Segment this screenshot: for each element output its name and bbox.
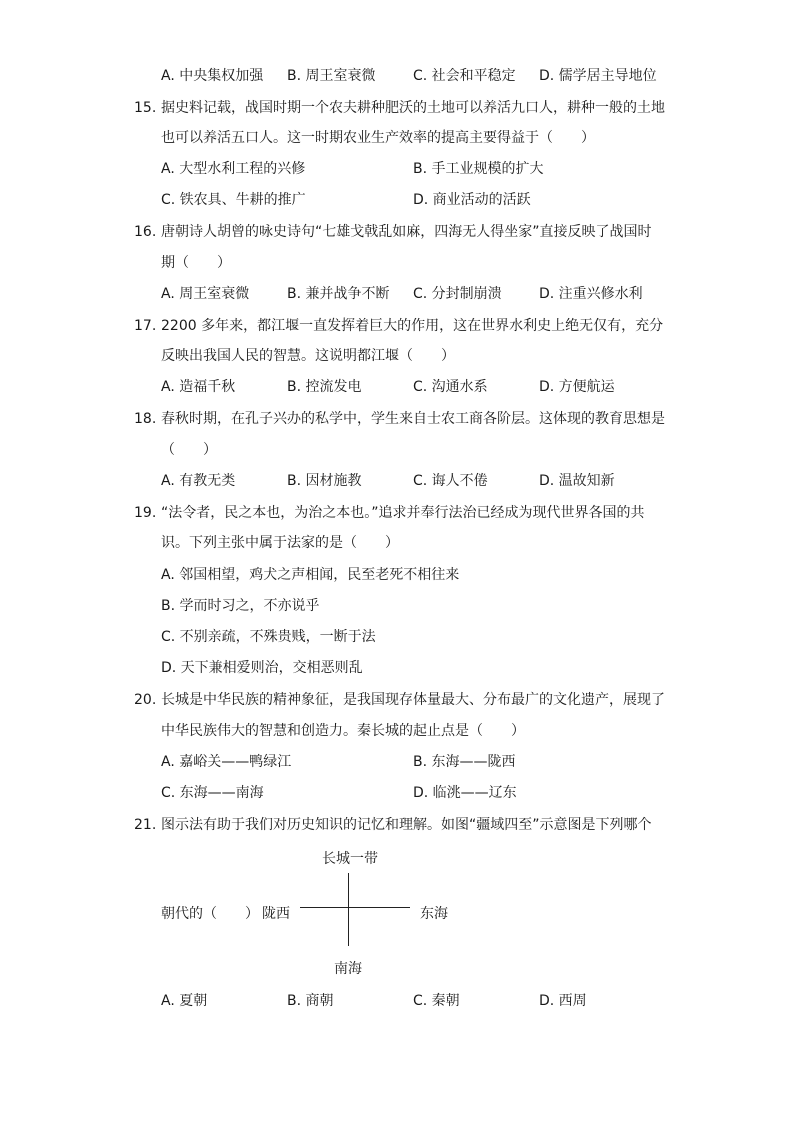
q21-option-c: C. 秦朝 (413, 993, 460, 1009)
q15-option-c: C. 铁农具、牛耕的推广 (161, 192, 306, 208)
q16-stem-line-2: 期（ ） (161, 255, 231, 271)
q15-option-a: A. 大型水利工程的兴修 (161, 161, 306, 177)
q21-option-b: B. 商朝 (287, 993, 334, 1009)
q14-option-d: D. 儒学居主导地位 (539, 68, 657, 84)
q15-stem-line-1: 据史料记载，战国时期一个农夫耕种肥沃的土地可以养活九口人，耕种一般的土地 (161, 100, 665, 116)
q17-option-c: C. 沟通水系 (413, 379, 488, 395)
q18-option-d: D. 温故知新 (539, 473, 615, 489)
q20-stem-line-1: 长城是中华民族的精神象征，是我国现存体量最大、分布最广的文化遗产，展现了 (161, 692, 665, 708)
q21-option-d: D. 西周 (539, 993, 587, 1009)
q16-option-a: A. 周王室衰微 (161, 286, 250, 302)
q19-stem-line-2: 识。下列主张中属于法家的是（ ） (161, 535, 399, 551)
q20-stem-line-2: 中华民族伟大的智慧和创造力。秦长城的起止点是（ ） (161, 723, 525, 739)
q17-option-d: D. 方便航运 (539, 379, 615, 395)
q16-stem-line-1: 唐朝诗人胡曾的咏史诗句“七雄戈戟乱如麻，四海无人得坐家”直接反映了战国时 (161, 224, 652, 240)
q20-number: 20. (134, 692, 157, 708)
q17-stem-line-1: 2200 多年来，都江堰一直发挥着巨大的作用，这在世界水利史上绝无仅有，充分 (161, 318, 664, 334)
q18-option-a: A. 有教无类 (161, 473, 236, 489)
q17-stem-line-2: 反映出我国人民的智慧。这说明都江堰（ ） (161, 348, 455, 364)
q18-stem-line-2: （ ） (161, 442, 217, 458)
q21-option-a: A. 夏朝 (161, 993, 208, 1009)
q19-number: 19. (134, 505, 157, 521)
diagram-horizontal-axis (300, 907, 410, 908)
q14-option-c: C. 社会和平稳定 (413, 68, 516, 84)
q15-option-d: D. 商业活动的活跃 (413, 192, 531, 208)
q17-option-b: B. 控流发电 (287, 379, 362, 395)
q20-option-d: D. 临洮——辽东 (413, 785, 517, 801)
q18-stem-line-1: 春秋时期，在孔子兴办的私学中，学生来自士农工商各阶层。这体现的教育思想是 (161, 411, 665, 427)
q16-number: 16. (134, 224, 157, 240)
q14-option-b: B. 周王室衰微 (287, 68, 376, 84)
q18-option-c: C. 诲人不倦 (413, 473, 488, 489)
q16-option-c: C. 分封制崩溃 (413, 286, 502, 302)
diagram-north-label: 长城一带 (322, 851, 378, 867)
q20-option-a: A. 嘉峪关——鸭绿江 (161, 754, 292, 770)
q15-stem-line-2: 也可以养活五口人。这一时期农业生产效率的提高主要得益于（ ） (161, 130, 595, 146)
q16-option-d: D. 注重兴修水利 (539, 286, 643, 302)
q20-option-c: C. 东海——南海 (161, 785, 264, 801)
q21-number: 21. (134, 817, 157, 833)
diagram-vertical-axis (348, 873, 349, 946)
q19-option-c: C. 不别亲疏，不殊贵贱，一断于法 (161, 629, 376, 645)
q19-option-a: A. 邻国相望，鸡犬之声相闻，民至老死不相往来 (161, 567, 460, 583)
q15-number: 15. (134, 100, 157, 116)
q18-option-b: B. 因材施教 (287, 473, 362, 489)
q19-stem-line-1: “法令者，民之本也，为治之本也。”追求并奉行法治已经成为现代世界各国的共 (161, 505, 645, 521)
q19-option-d: D. 天下兼相爱则治，交相恶则乱 (161, 660, 363, 676)
q21-stem-line-2: 朝代的（ ） (161, 906, 259, 922)
q14-option-a: A. 中央集权加强 (161, 68, 264, 84)
q18-number: 18. (134, 411, 157, 427)
q16-option-b: B. 兼并战争不断 (287, 286, 390, 302)
diagram-east-label: 东海 (420, 906, 448, 922)
q19-option-b: B. 学而时习之，不亦说乎 (161, 598, 320, 614)
q17-option-a: A. 造福千秋 (161, 379, 236, 395)
diagram-south-label: 南海 (334, 961, 362, 977)
q17-number: 17. (134, 318, 157, 334)
q15-option-b: B. 手工业规模的扩大 (413, 161, 544, 177)
q21-stem-line-1: 图示法有助于我们对历史知识的记忆和理解。如图“疆域四至”示意图是下列哪个 (161, 817, 652, 833)
diagram-west-label: 陇西 (262, 906, 290, 922)
q20-option-b: B. 东海——陇西 (413, 754, 516, 770)
